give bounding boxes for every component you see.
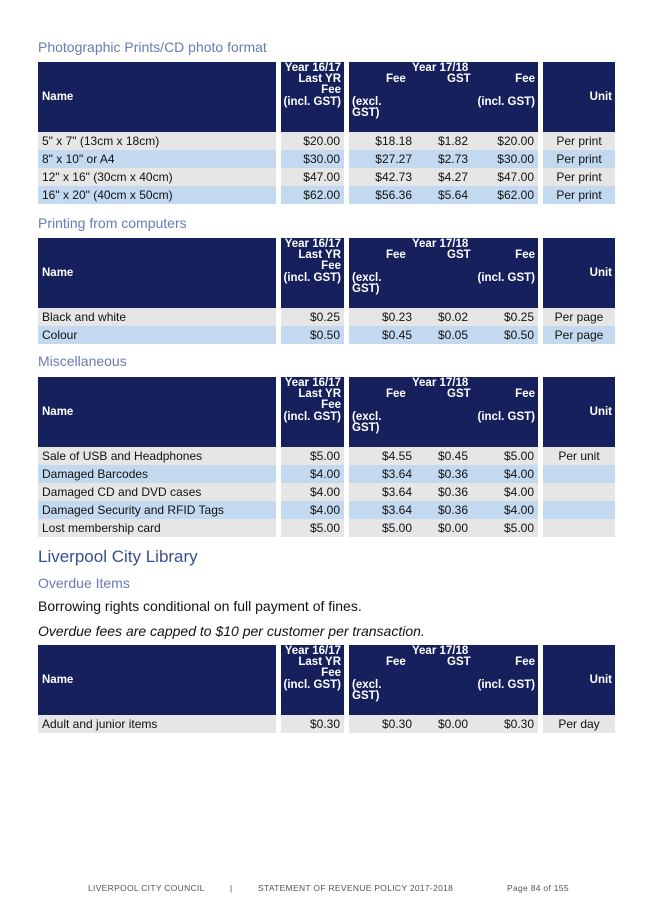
cell-name: Adult and junior items: [38, 715, 276, 733]
header-last-year-sub: Last YR: [298, 249, 341, 261]
cell-current-fees: [349, 715, 538, 733]
col-header-unit: Unit: [543, 238, 615, 308]
col-header-unit: Unit: [543, 62, 615, 132]
cell-name: Black and white: [38, 308, 276, 326]
col-header-name: Name: [38, 645, 276, 715]
header-excl-line1: (excl.: [352, 679, 382, 691]
cell-fee-excl: $3.64: [381, 503, 412, 517]
col-header-name: Name: [38, 62, 276, 132]
cell-name: 16" x 20" (40cm x 50cm): [38, 186, 276, 204]
cell-fee-incl: $4.00: [503, 467, 534, 481]
current-fees-group: [349, 715, 538, 733]
header-excl-line1: (excl.: [352, 96, 382, 108]
misc-fees-table: [38, 377, 615, 537]
cell-last-year-fee: $47.00: [281, 168, 344, 186]
photographic-fees-table: [38, 62, 615, 204]
header-row: [38, 377, 615, 447]
table-row: [38, 168, 615, 186]
header-row: [38, 62, 615, 132]
header-excl-line2: GST): [352, 690, 380, 702]
cell-name: Colour: [38, 326, 276, 344]
header-excl-line2: GST): [352, 422, 380, 434]
header-excl-line1: (excl.: [352, 272, 382, 284]
cell-current-fees: [349, 326, 538, 344]
header-last-year-label: Year 16/17: [284, 62, 341, 74]
table-row: [38, 150, 615, 168]
cell-fee-excl: $5.00: [381, 521, 412, 535]
table-row: [38, 186, 615, 204]
header-year-label: Year 17/18: [412, 238, 469, 250]
header-fee-excl: Fee: [386, 249, 406, 261]
col-header-last-year: [281, 238, 344, 308]
current-fees-group: [349, 501, 538, 519]
cell-current-fees: [349, 150, 538, 168]
col-header-last-year: [281, 62, 344, 132]
borrowing-note: Borrowing rights conditional on full payment of fines.: [38, 598, 362, 614]
cell-name: Damaged Security and RFID Tags: [38, 501, 276, 519]
cell-fee-incl: $47.00: [497, 170, 534, 184]
cell-gst: $0.36: [437, 467, 468, 481]
cell-name: Damaged CD and DVD cases: [38, 483, 276, 501]
header-row: [38, 238, 615, 308]
cell-current-fees: [349, 168, 538, 186]
col-header-unit: Unit: [543, 377, 615, 447]
current-fees-group: [349, 326, 538, 344]
cell-fee-incl: $4.00: [503, 485, 534, 499]
overdue-fees-table: [38, 645, 615, 733]
cell-current-fees: [349, 447, 538, 465]
header-last-year-stack: [284, 377, 341, 447]
cell-gst: $0.02: [437, 310, 468, 324]
cell-current-fees: [349, 308, 538, 326]
library-heading: Liverpool City Library: [38, 547, 198, 566]
cell-gst: $0.05: [437, 328, 468, 342]
cell-fee-incl: $62.00: [497, 188, 534, 202]
cell-name: Lost membership card: [38, 519, 276, 537]
header-excl-line2: GST): [352, 283, 380, 295]
col-header-last-year: [281, 645, 344, 715]
header-last-year-fee: Fee: [321, 260, 341, 272]
table-row: [38, 501, 615, 519]
cell-fee-excl: $42.73: [375, 170, 412, 184]
current-fees-group: [349, 150, 538, 168]
cell-current-fees: [349, 501, 538, 519]
header-last-year-stack: [284, 238, 341, 308]
current-fees-group: [349, 465, 538, 483]
header-current-year-stack: [349, 377, 538, 447]
cell-fee-excl: $4.55: [381, 449, 412, 463]
cell-fee-incl: $4.00: [503, 503, 534, 517]
cell-fee-excl: $0.30: [381, 717, 412, 731]
section-title-printing: Printing from computers: [38, 215, 187, 231]
section-title-photographic: Photographic Prints/CD photo format: [38, 39, 267, 55]
cell-current-fees: [349, 186, 538, 204]
header-gst: GST: [447, 388, 471, 400]
header-fee-incl: Fee: [515, 656, 535, 668]
header-fee-incl: Fee: [515, 249, 535, 261]
cell-last-year-fee: $20.00: [281, 132, 344, 150]
cell-fee-excl: $18.18: [375, 134, 412, 148]
header-excl-line1: (excl.: [352, 411, 382, 423]
section-title-miscellaneous: Miscellaneous: [38, 353, 127, 369]
table-row: [38, 308, 615, 326]
col-header-current-year: [349, 238, 538, 308]
cell-gst: $1.82: [437, 134, 468, 148]
col-header-unit: Unit: [543, 645, 615, 715]
cell-fee-excl: $27.27: [375, 152, 412, 166]
col-header-current-year: [349, 62, 538, 132]
header-last-year-sub: Last YR: [298, 388, 341, 400]
cell-last-year-fee: $4.00: [281, 501, 344, 519]
header-fee-excl: Fee: [386, 388, 406, 400]
col-header-name: Name: [38, 377, 276, 447]
table-row: [38, 483, 615, 501]
printing-fees-table: [38, 238, 615, 344]
header-last-year-sub: Last YR: [298, 73, 341, 85]
header-last-year-label: Year 16/17: [284, 377, 341, 389]
cell-last-year-fee: $0.25: [281, 308, 344, 326]
cell-last-year-fee: $62.00: [281, 186, 344, 204]
current-fees-group: [349, 447, 538, 465]
table-row: [38, 715, 615, 733]
header-incl-label: (incl. GST): [477, 679, 535, 691]
current-fees-group: [349, 483, 538, 501]
cell-unit: Per print: [543, 150, 615, 168]
cell-name: Sale of USB and Headphones: [38, 447, 276, 465]
cell-fee-excl: $0.45: [381, 328, 412, 342]
table-row: [38, 465, 615, 483]
header-fee-excl: Fee: [386, 73, 406, 85]
header-excl-line2: GST): [352, 107, 380, 119]
cell-gst: $0.36: [437, 485, 468, 499]
cell-unit: Per page: [543, 326, 615, 344]
header-fee-incl: Fee: [515, 73, 535, 85]
cell-gst: $0.36: [437, 503, 468, 517]
header-last-year-stack: [284, 62, 341, 132]
col-header-current-year: [349, 377, 538, 447]
cell-gst: $4.27: [437, 170, 468, 184]
cell-unit: Per print: [543, 132, 615, 150]
header-current-year-stack: [349, 645, 538, 715]
cell-last-year-fee: $4.00: [281, 465, 344, 483]
header-last-year-incl: (incl. GST): [283, 272, 341, 284]
cell-last-year-fee: $30.00: [281, 150, 344, 168]
cell-unit: Per print: [543, 186, 615, 204]
cell-unit: Per page: [543, 308, 615, 326]
cell-gst: $5.64: [437, 188, 468, 202]
cell-current-fees: [349, 483, 538, 501]
header-last-year-fee: Fee: [321, 84, 341, 96]
cell-fee-excl: $3.64: [381, 467, 412, 481]
header-last-year-incl: (incl. GST): [283, 411, 341, 423]
cell-current-fees: [349, 465, 538, 483]
table-row: [38, 132, 615, 150]
header-gst: GST: [447, 656, 471, 668]
header-last-year-label: Year 16/17: [284, 238, 341, 250]
cell-gst: $0.00: [437, 717, 468, 731]
current-fees-group: [349, 308, 538, 326]
cell-gst: $0.45: [437, 449, 468, 463]
cell-fee-incl: $0.30: [503, 717, 534, 731]
header-last-year-sub: Last YR: [298, 656, 341, 668]
header-year-label: Year 17/18: [412, 377, 469, 389]
header-current-year-stack: [349, 62, 538, 132]
header-gst: GST: [447, 73, 471, 85]
cell-fee-incl: $5.00: [503, 449, 534, 463]
footer-page-number: Page 84 of 155: [507, 883, 569, 893]
current-fees-group: [349, 186, 538, 204]
cell-unit: [543, 519, 615, 537]
header-fee-incl: Fee: [515, 388, 535, 400]
cell-name: 5" x 7" (13cm x 18cm): [38, 132, 276, 150]
cell-last-year-fee: $5.00: [281, 519, 344, 537]
cell-last-year-fee: $0.30: [281, 715, 344, 733]
cell-fee-excl: $3.64: [381, 485, 412, 499]
cell-unit: Per unit: [543, 447, 615, 465]
cell-unit: [543, 501, 615, 519]
footer-separator: |: [230, 883, 233, 893]
header-last-year-fee: Fee: [321, 399, 341, 411]
cell-last-year-fee: $4.00: [281, 483, 344, 501]
col-header-last-year: [281, 377, 344, 447]
col-header-current-year: [349, 645, 538, 715]
cell-fee-incl: $5.00: [503, 521, 534, 535]
cell-unit: [543, 465, 615, 483]
header-last-year-incl: (incl. GST): [283, 96, 341, 108]
cell-current-fees: [349, 519, 538, 537]
col-header-name: Name: [38, 238, 276, 308]
header-current-year-stack: [349, 238, 538, 308]
cell-gst: $2.73: [437, 152, 468, 166]
cell-last-year-fee: $0.50: [281, 326, 344, 344]
overdue-cap-note: Overdue fees are capped to $10 per customer per transaction.: [38, 623, 425, 639]
cell-name: 8" x 10" or A4: [38, 150, 276, 168]
cell-fee-excl: $0.23: [381, 310, 412, 324]
current-fees-group: [349, 132, 538, 150]
cell-current-fees: [349, 132, 538, 150]
header-fee-excl: Fee: [386, 656, 406, 668]
header-last-year-incl: (incl. GST): [283, 679, 341, 691]
section-title-overdue: Overdue Items: [38, 575, 130, 591]
header-incl-label: (incl. GST): [477, 96, 535, 108]
cell-fee-excl: $56.36: [375, 188, 412, 202]
cell-name: 12" x 16" (30cm x 40cm): [38, 168, 276, 186]
header-last-year-label: Year 16/17: [284, 645, 341, 657]
header-row: [38, 645, 615, 715]
header-year-label: Year 17/18: [412, 645, 469, 657]
cell-name: Damaged Barcodes: [38, 465, 276, 483]
current-fees-group: [349, 168, 538, 186]
table-row: [38, 447, 615, 465]
footer-policy: STATEMENT OF REVENUE POLICY 2017-2018: [258, 883, 454, 893]
cell-fee-incl: $20.00: [497, 134, 534, 148]
header-year-label: Year 17/18: [412, 62, 469, 74]
header-incl-label: (incl. GST): [477, 272, 535, 284]
cell-unit: [543, 483, 615, 501]
cell-last-year-fee: $5.00: [281, 447, 344, 465]
footer-council: LIVERPOOL CITY COUNCIL: [88, 883, 205, 893]
table-row: [38, 519, 615, 537]
header-last-year-fee: Fee: [321, 667, 341, 679]
header-gst: GST: [447, 249, 471, 261]
current-fees-group: [349, 519, 538, 537]
header-last-year-stack: [284, 645, 341, 715]
cell-unit: Per print: [543, 168, 615, 186]
header-incl-label: (incl. GST): [477, 411, 535, 423]
cell-fee-incl: $0.50: [503, 328, 534, 342]
cell-fee-incl: $0.25: [503, 310, 534, 324]
cell-unit: Per day: [543, 715, 615, 733]
cell-fee-incl: $30.00: [497, 152, 534, 166]
table-row: [38, 326, 615, 344]
cell-gst: $0.00: [437, 521, 468, 535]
